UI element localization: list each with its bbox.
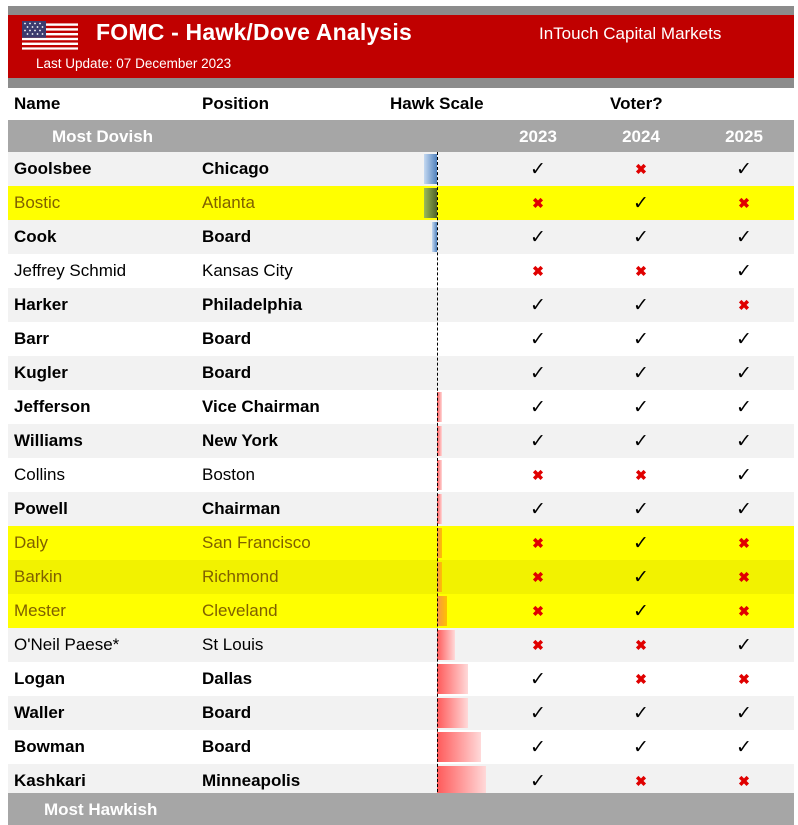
check-icon: ✓ xyxy=(633,737,649,758)
check-icon: ✓ xyxy=(736,329,752,350)
table-row xyxy=(8,696,794,730)
member-position: Board xyxy=(202,737,252,756)
members-table xyxy=(8,152,794,798)
check-icon: ✓ xyxy=(736,499,752,520)
member-position: Chicago xyxy=(202,159,270,178)
check-icon: ✓ xyxy=(736,703,752,724)
member-position: Dallas xyxy=(202,669,253,688)
check-icon: ✓ xyxy=(530,397,546,418)
member-name: Barr xyxy=(14,329,49,348)
member-name: Jeffrey Schmid xyxy=(14,261,127,280)
dove-bar xyxy=(424,188,437,218)
check-icon: ✓ xyxy=(633,431,649,452)
table-row xyxy=(8,152,794,186)
last-update: Last Update: 07 December 2023 xyxy=(36,56,232,71)
column-header-voter: Voter? xyxy=(610,94,663,113)
cross-icon: ✖ xyxy=(532,603,544,619)
member-position: New York xyxy=(202,431,278,450)
cross-icon: ✖ xyxy=(738,569,750,585)
member-name: Kugler xyxy=(14,363,68,382)
table-row xyxy=(8,730,794,764)
table-row xyxy=(8,424,794,458)
table-row xyxy=(8,254,794,288)
table-row xyxy=(8,560,794,594)
member-position: Cleveland xyxy=(202,601,278,620)
hawk-bar xyxy=(437,630,455,660)
column-header-name: Name xyxy=(14,94,61,113)
table-row xyxy=(8,628,794,662)
cross-icon: ✖ xyxy=(738,535,750,551)
cross-icon: ✖ xyxy=(635,161,647,177)
member-position: Boston xyxy=(202,465,255,484)
cross-icon: ✖ xyxy=(738,195,750,211)
member-position: Board xyxy=(202,329,252,348)
check-icon: ✓ xyxy=(736,363,752,384)
member-position: Kansas City xyxy=(202,261,293,280)
member-name: Barkin xyxy=(14,567,63,586)
member-name: Mester xyxy=(14,601,66,620)
check-icon: ✓ xyxy=(736,431,752,452)
check-icon: ✓ xyxy=(736,465,752,486)
page-title: FOMC - Hawk/Dove Analysis xyxy=(96,19,413,45)
table-row xyxy=(8,492,794,526)
member-position: Board xyxy=(202,363,252,382)
cross-icon: ✖ xyxy=(635,637,647,653)
member-name: Logan xyxy=(14,669,65,688)
table-row xyxy=(8,356,794,390)
member-name: Harker xyxy=(14,295,68,314)
table-row xyxy=(8,526,794,560)
member-position: St Louis xyxy=(202,635,264,654)
most-dovish-label: Most Dovish xyxy=(52,127,154,146)
member-position: Vice Chairman xyxy=(202,397,320,416)
hawk-bar xyxy=(437,698,468,728)
column-header-hawk-scale: Hawk Scale xyxy=(390,94,484,113)
top-rule xyxy=(8,6,794,15)
cross-icon: ✖ xyxy=(738,773,750,789)
check-icon: ✓ xyxy=(633,329,649,350)
cross-icon: ✖ xyxy=(738,671,750,687)
check-icon: ✓ xyxy=(530,329,546,350)
dove-bar xyxy=(424,154,437,184)
cross-icon: ✖ xyxy=(635,467,647,483)
cross-icon: ✖ xyxy=(738,603,750,619)
member-position: San Francisco xyxy=(202,533,311,552)
year-2025: 2025 xyxy=(725,127,763,146)
year-2023: 2023 xyxy=(519,127,557,146)
check-icon: ✓ xyxy=(633,601,649,622)
hawk-scale-axis xyxy=(437,152,438,792)
year-2024: 2024 xyxy=(622,127,660,146)
hawk-bar xyxy=(437,732,481,762)
member-position: Philadelphia xyxy=(202,295,303,314)
check-icon: ✓ xyxy=(530,227,546,248)
member-position: Chairman xyxy=(202,499,281,518)
check-icon: ✓ xyxy=(530,499,546,520)
us-flag-icon xyxy=(22,21,78,52)
cross-icon: ✖ xyxy=(635,263,647,279)
table-row xyxy=(8,390,794,424)
check-icon: ✓ xyxy=(633,295,649,316)
cross-icon: ✖ xyxy=(532,637,544,653)
title-banner xyxy=(8,15,794,78)
brand-name: InTouch Capital Markets xyxy=(539,24,722,43)
table-row xyxy=(8,594,794,628)
check-icon: ✓ xyxy=(736,227,752,248)
member-name: O'Neil Paese* xyxy=(14,635,120,654)
check-icon: ✓ xyxy=(530,363,546,384)
cross-icon: ✖ xyxy=(532,467,544,483)
check-icon: ✓ xyxy=(736,737,752,758)
member-position: Minneapolis xyxy=(202,771,301,790)
check-icon: ✓ xyxy=(736,159,752,180)
member-name: Bowman xyxy=(14,737,85,756)
table-row xyxy=(8,186,794,220)
check-icon: ✓ xyxy=(530,431,546,452)
member-name: Kashkari xyxy=(14,771,86,790)
check-icon: ✓ xyxy=(633,363,649,384)
most-dovish-header xyxy=(8,120,794,152)
member-position: Richmond xyxy=(202,567,279,586)
check-icon: ✓ xyxy=(633,499,649,520)
check-icon: ✓ xyxy=(530,771,546,792)
table-row xyxy=(8,458,794,492)
member-name: Jefferson xyxy=(14,397,91,416)
most-hawkish-footer xyxy=(8,793,794,825)
most-hawkish-label: Most Hawkish xyxy=(44,800,158,819)
table-row xyxy=(8,288,794,322)
member-name: Goolsbee xyxy=(14,159,92,178)
check-icon: ✓ xyxy=(530,159,546,180)
hawk-bar xyxy=(437,596,447,626)
member-position: Board xyxy=(202,703,252,722)
check-icon: ✓ xyxy=(633,397,649,418)
table-row xyxy=(8,220,794,254)
member-name: Cook xyxy=(14,227,57,246)
check-icon: ✓ xyxy=(633,703,649,724)
check-icon: ✓ xyxy=(633,567,649,588)
hawk-bar xyxy=(437,664,468,694)
cross-icon: ✖ xyxy=(532,195,544,211)
cross-icon: ✖ xyxy=(738,297,750,313)
check-icon: ✓ xyxy=(633,227,649,248)
member-position: Atlanta xyxy=(202,193,255,212)
check-icon: ✓ xyxy=(633,533,649,554)
check-icon: ✓ xyxy=(736,397,752,418)
cross-icon: ✖ xyxy=(532,263,544,279)
check-icon: ✓ xyxy=(530,703,546,724)
cross-icon: ✖ xyxy=(532,535,544,551)
header-rule xyxy=(8,78,794,88)
cross-icon: ✖ xyxy=(635,671,647,687)
table-row xyxy=(8,322,794,356)
column-header-position: Position xyxy=(202,94,270,113)
check-icon: ✓ xyxy=(736,261,752,282)
member-name: Collins xyxy=(14,465,66,484)
member-name: Daly xyxy=(14,533,49,552)
check-icon: ✓ xyxy=(530,669,546,690)
check-icon: ✓ xyxy=(633,193,649,214)
check-icon: ✓ xyxy=(736,635,752,656)
cross-icon: ✖ xyxy=(532,569,544,585)
member-name: Waller xyxy=(14,703,65,722)
cross-icon: ✖ xyxy=(635,773,647,789)
member-position: Board xyxy=(202,227,252,246)
member-name: Powell xyxy=(14,499,68,518)
member-name: Williams xyxy=(14,431,83,450)
check-icon: ✓ xyxy=(530,295,546,316)
hawk-bar xyxy=(437,766,486,796)
check-icon: ✓ xyxy=(530,737,546,758)
table-row xyxy=(8,662,794,696)
member-name: Bostic xyxy=(14,193,61,212)
